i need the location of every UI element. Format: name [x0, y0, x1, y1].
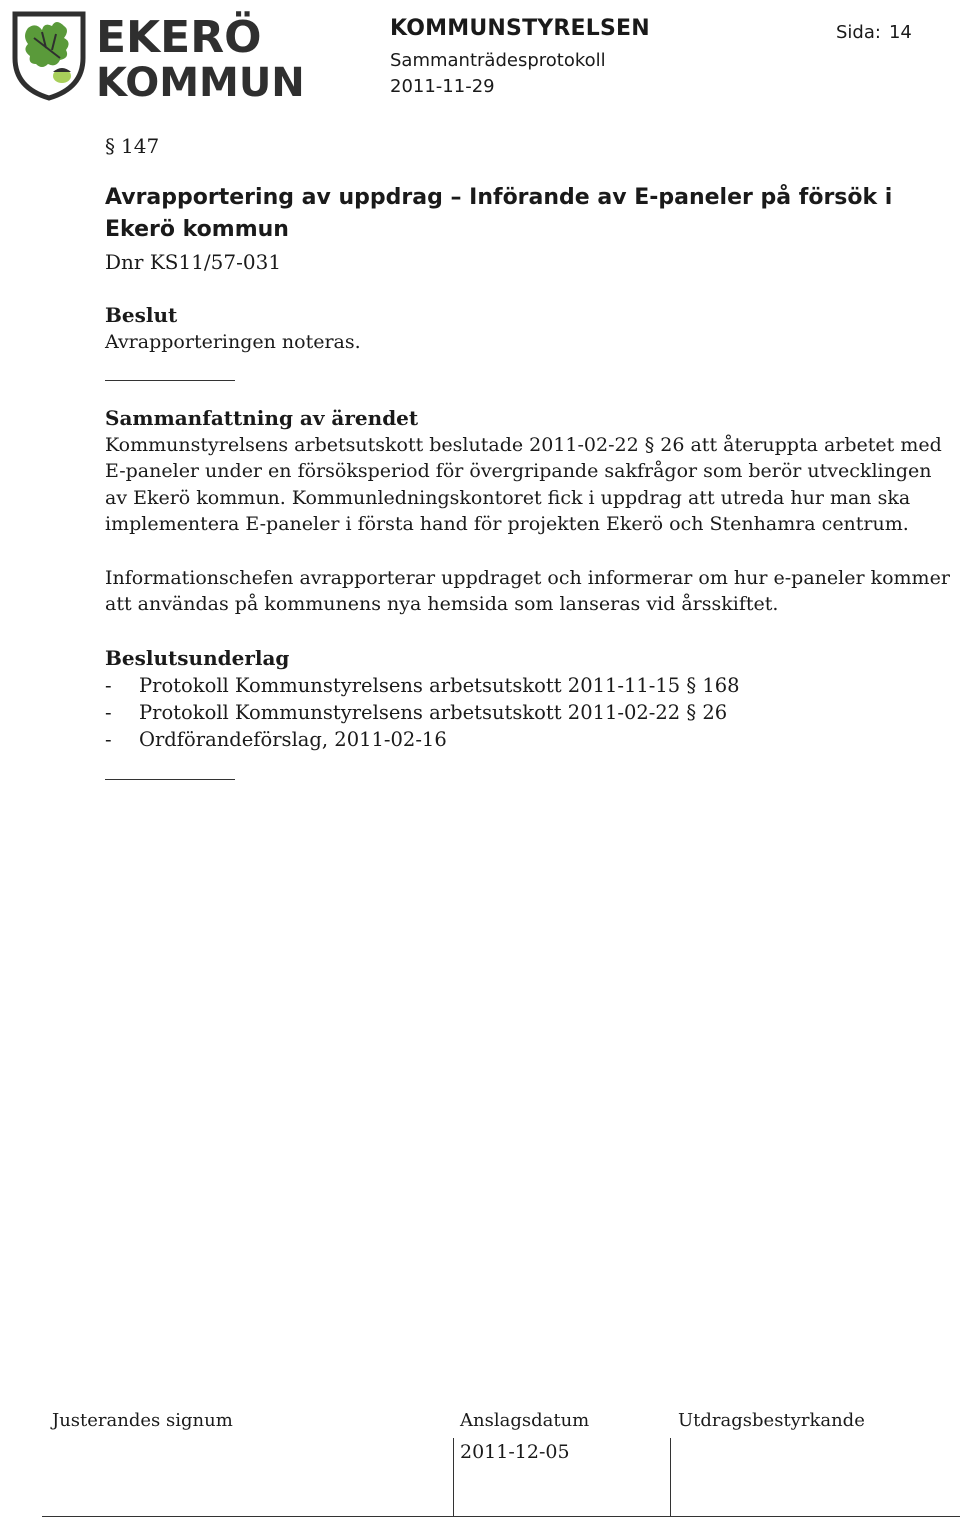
- footer-divider-left: [453, 1438, 454, 1517]
- page-label: Sida:: [836, 22, 881, 43]
- decision-heading: Beslut: [105, 303, 178, 327]
- list-item-text: Protokoll Kommunstyrelsens arbetsutskott 2011-11-15 § 168: [139, 673, 740, 697]
- item-title: Avrapportering av uppdrag – Införande av E-paneler på försök i Ekerö kommun: [105, 185, 893, 242]
- svg-text:KOMMUN: KOMMUN: [96, 60, 305, 106]
- list-item: [105, 672, 950, 699]
- svg-text:EKERÖ: EKERÖ: [96, 12, 262, 63]
- decision-text: Avrapporteringen noteras.: [105, 331, 361, 353]
- posting-date-label: Anslagsdatum: [460, 1410, 590, 1431]
- list-item: [105, 699, 950, 726]
- basis-list: [105, 672, 950, 753]
- list-dash: -: [105, 727, 112, 751]
- list-dash: -: [105, 673, 112, 697]
- summary-paragraph-2: Informationschefen avrapporterar uppdraget och informerar om hur e-paneler kommer att användas på kommunens nya hemsida som lanseras vid årsskiftet.: [105, 566, 950, 615]
- summary-paragraph-1: Kommunstyrelsens arbetsutskott beslutade 2011-02-22 § 26 att återuppta arbetet med E-paneler under en försöksperiod för övergripande sakfrågor som berör utvecklingen av Ekerö kommun. Kommunledningskontoret fick i uppdrag att utreda hur man ska implementera E-paneler i första hand för projekten Ekerö och Stenhamra centrum.: [105, 433, 942, 535]
- paragraph-number: [105, 134, 950, 158]
- list-dash: -: [105, 700, 112, 724]
- ekero-kommun-logo: [12, 8, 305, 106]
- list-item: [105, 726, 950, 753]
- page-indicator: [836, 22, 912, 43]
- list-item-text: Ordförandeförslag, 2011-02-16: [139, 727, 447, 751]
- posting-date: 2011-12-05: [460, 1441, 570, 1463]
- logo-wordmark: [96, 10, 305, 106]
- document-body: [105, 134, 950, 780]
- meeting-date: 2011-11-29: [390, 76, 495, 97]
- section-sign: §: [105, 134, 115, 158]
- document-type: Sammanträdesprotokoll: [390, 50, 606, 71]
- basis-heading: Beslutsunderlag: [105, 645, 290, 670]
- organization-name: KOMMUNSTYRELSEN: [390, 16, 650, 41]
- registration-number: Dnr KS11/57-031: [105, 250, 282, 274]
- end-divider: [105, 779, 235, 780]
- footer-divider-right: [670, 1438, 671, 1517]
- list-item-text: Protokoll Kommunstyrelsens arbetsutskott 2011-02-22 § 26: [139, 700, 728, 724]
- page-number: 14: [888, 22, 912, 43]
- signature-label: Justerandes signum: [52, 1410, 233, 1431]
- paragraph-number-value: 147: [121, 134, 160, 158]
- certification-label: Utdragsbestyrkande: [678, 1410, 865, 1431]
- footer-baseline: [42, 1516, 960, 1517]
- municipal-crest-icon: [12, 8, 305, 106]
- section-divider: [105, 380, 235, 381]
- summary-heading: Sammanfattning av ärendet: [105, 405, 419, 430]
